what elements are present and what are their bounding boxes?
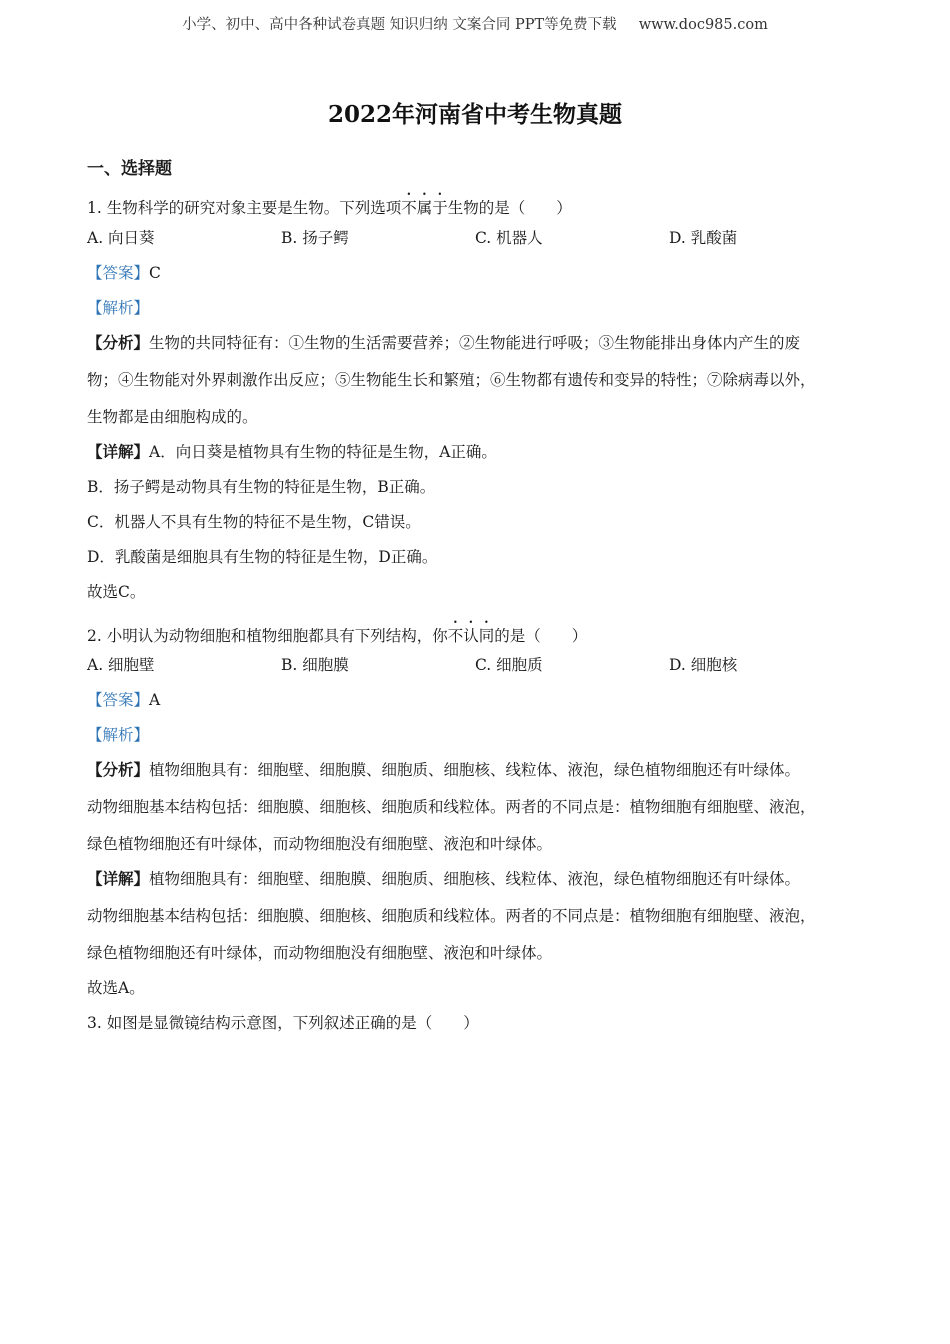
q2-option-c: C. 细胞质 bbox=[475, 656, 543, 674]
q1-fenxi-3: 生物都是由细胞构成的。 bbox=[87, 408, 258, 426]
detail-label: 【详解】 bbox=[87, 442, 150, 461]
q3-stem: 3. 如图是显微镜结构示意图，下列叙述正确的是（ ） bbox=[87, 1014, 479, 1032]
q1-option-b: B. 扬子鳄 bbox=[281, 229, 349, 247]
q1-detail-4: D．乳酸菌是细胞具有生物的特征是生物，D正确。 bbox=[87, 548, 438, 566]
page-title: 2022年河南省中考生物真题 bbox=[327, 101, 622, 128]
q2-detail-1: 【详解】植物细胞具有：细胞壁、细胞膜、细胞质、细胞核、线粒体、液泡，绿色植物细胞还有叶绿体。 bbox=[87, 869, 801, 888]
q2-detail-2: 动物细胞基本结构包括：细胞膜、细胞核、细胞质和线粒体。两者的不同点是：植物细胞有细胞壁、液泡， bbox=[87, 907, 816, 925]
q2-detail-3: 绿色植物细胞还有叶绿体，而动物细胞没有细胞壁、液泡和叶绿体。 bbox=[87, 944, 553, 962]
header-site[interactable]: www.doc985.com bbox=[638, 17, 768, 33]
detail-label: 【详解】 bbox=[87, 869, 150, 888]
q2-conclusion: 故选A。 bbox=[87, 979, 145, 997]
header-text: 小学、初中、高中各种试卷真题 知识归纳 文案合同 PPT等免费下载 bbox=[182, 17, 617, 33]
q1-fenxi-2: 物；④生物能对外界刺激作出反应；⑤生物能生长和繁殖；⑥生物都有遗传和变异的特性；⑦除病毒以外， bbox=[87, 371, 816, 389]
q2-stem: 2. 小明认为动物细胞和植物细胞都具有下列结构，你不认同的是（ ） bbox=[87, 627, 588, 645]
q1-conclusion: 故选C。 bbox=[87, 583, 146, 601]
q1-option-d: D. 乳酸菌 bbox=[669, 229, 738, 247]
q2-option-d: D. 细胞核 bbox=[669, 656, 738, 674]
answer-label: 【答案】 bbox=[87, 691, 150, 709]
q1-detail-2: B．扬子鳄是动物具有生物的特征是生物，B正确。 bbox=[87, 478, 436, 496]
q2-fenxi-3: 绿色植物细胞还有叶绿体，而动物细胞没有细胞壁、液泡和叶绿体。 bbox=[87, 835, 553, 853]
q1-detail-3: C．机器人不具有生物的特征不是生物，C错误。 bbox=[87, 513, 421, 531]
q1-option-a: A. 向日葵 bbox=[87, 229, 155, 247]
section-heading: 一、选择题 bbox=[87, 159, 172, 179]
q2-option-b: B. 细胞膜 bbox=[281, 656, 349, 674]
q2-analysis-label: 【解析】 bbox=[87, 726, 150, 744]
q2-fenxi-2: 动物细胞基本结构包括：细胞膜、细胞核、细胞质和线粒体。两者的不同点是：植物细胞有细胞壁、液泡， bbox=[87, 798, 816, 816]
q2-fenxi-1: 【分析】植物细胞具有：细胞壁、细胞膜、细胞质、细胞核、线粒体、液泡，绿色植物细胞还有叶绿体。 bbox=[87, 760, 801, 779]
fenxi-label: 【分析】 bbox=[87, 333, 150, 352]
q1-emphasis: 不属于 bbox=[401, 199, 448, 217]
q1-answer: 【答案】C bbox=[87, 264, 161, 282]
q2-emphasis: 不认同 bbox=[447, 627, 495, 645]
page-header bbox=[0, 13, 950, 34]
q1-analysis-label: 【解析】 bbox=[87, 299, 150, 317]
fenxi-label: 【分析】 bbox=[87, 760, 150, 779]
q1-detail-1: 【详解】A．向日葵是植物具有生物的特征是生物，A正确。 bbox=[87, 442, 497, 461]
answer-label: 【答案】 bbox=[87, 264, 150, 282]
q1-stem: 1. 生物科学的研究对象主要是生物。下列选项不属于生物的是（ ） bbox=[87, 199, 572, 217]
q2-option-a: A. 细胞壁 bbox=[87, 656, 155, 674]
q2-answer: 【答案】A bbox=[87, 691, 161, 709]
q1-option-c: C. 机器人 bbox=[475, 229, 543, 247]
q1-fenxi-1: 【分析】生物的共同特征有：①生物的生活需要营养；②生物能进行呼吸；③生物能排出身体内产生的废 bbox=[87, 333, 801, 352]
